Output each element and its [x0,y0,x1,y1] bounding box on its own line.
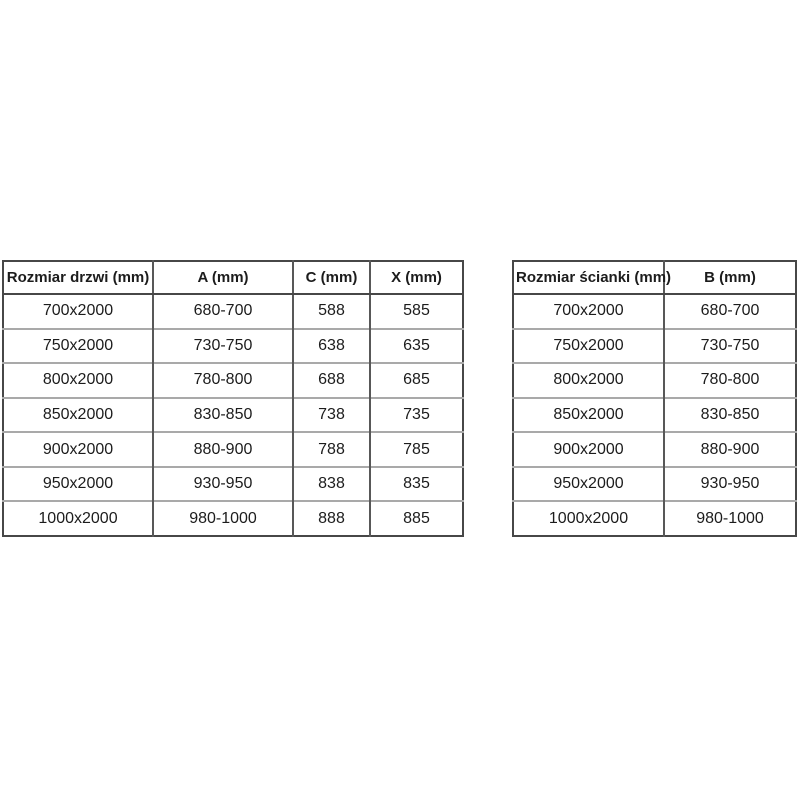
cell: 900x2000 [513,432,664,467]
column-header: C (mm) [293,261,370,294]
cell: 980-1000 [664,501,796,536]
table-row [3,363,463,398]
cell: 730-750 [153,329,293,364]
cell: 780-800 [664,363,796,398]
door-sizes-table-body [3,294,463,536]
cell: 830-850 [664,398,796,433]
cell: 980-1000 [153,501,293,536]
table-row [513,467,796,502]
cell: 680-700 [153,294,293,329]
table-row [513,329,796,364]
table-row [3,294,463,329]
table-row [3,329,463,364]
wall-sizes-table-head [513,261,796,294]
cell: 880-900 [664,432,796,467]
cell: 685 [370,363,463,398]
cell: 888 [293,501,370,536]
cell: 850x2000 [3,398,153,433]
table-row [513,294,796,329]
table-row [3,432,463,467]
cell: 830-850 [153,398,293,433]
table-row [513,432,796,467]
cell: 950x2000 [3,467,153,502]
table-row [3,467,463,502]
cell: 588 [293,294,370,329]
cell: 730-750 [664,329,796,364]
cell: 835 [370,467,463,502]
cell: 1000x2000 [513,501,664,536]
cell: 800x2000 [3,363,153,398]
cell: 688 [293,363,370,398]
table-row [513,501,796,536]
door-sizes-table [2,260,464,537]
cell: 780-800 [153,363,293,398]
column-header: X (mm) [370,261,463,294]
cell: 785 [370,432,463,467]
cell: 900x2000 [3,432,153,467]
wall-sizes-table [512,260,797,537]
cell: 885 [370,501,463,536]
column-header: B (mm) [664,261,796,294]
cell: 680-700 [664,294,796,329]
column-header: A (mm) [153,261,293,294]
cell: 930-950 [153,467,293,502]
cell: 750x2000 [513,329,664,364]
cell: 880-900 [153,432,293,467]
table-row [513,398,796,433]
cell: 735 [370,398,463,433]
cell: 800x2000 [513,363,664,398]
cell: 635 [370,329,463,364]
door-sizes-table-head [3,261,463,294]
table-row [513,363,796,398]
header-row [3,261,463,294]
cell: 638 [293,329,370,364]
cell: 1000x2000 [3,501,153,536]
cell: 788 [293,432,370,467]
table-row [3,501,463,536]
cell: 738 [293,398,370,433]
cell: 850x2000 [513,398,664,433]
cell: 838 [293,467,370,502]
column-header: Rozmiar ścianki (mm) [513,261,664,294]
cell: 930-950 [664,467,796,502]
cell: 950x2000 [513,467,664,502]
cell: 700x2000 [42,302,114,320]
column-header: Rozmiar drzwi (mm) [3,261,153,294]
cell: 700x2000 [553,302,624,320]
wall-sizes-table-body [513,294,796,536]
cell: 585 [370,294,463,329]
cell: 750x2000 [3,329,153,364]
header-row [513,261,796,294]
table-row [3,398,463,433]
